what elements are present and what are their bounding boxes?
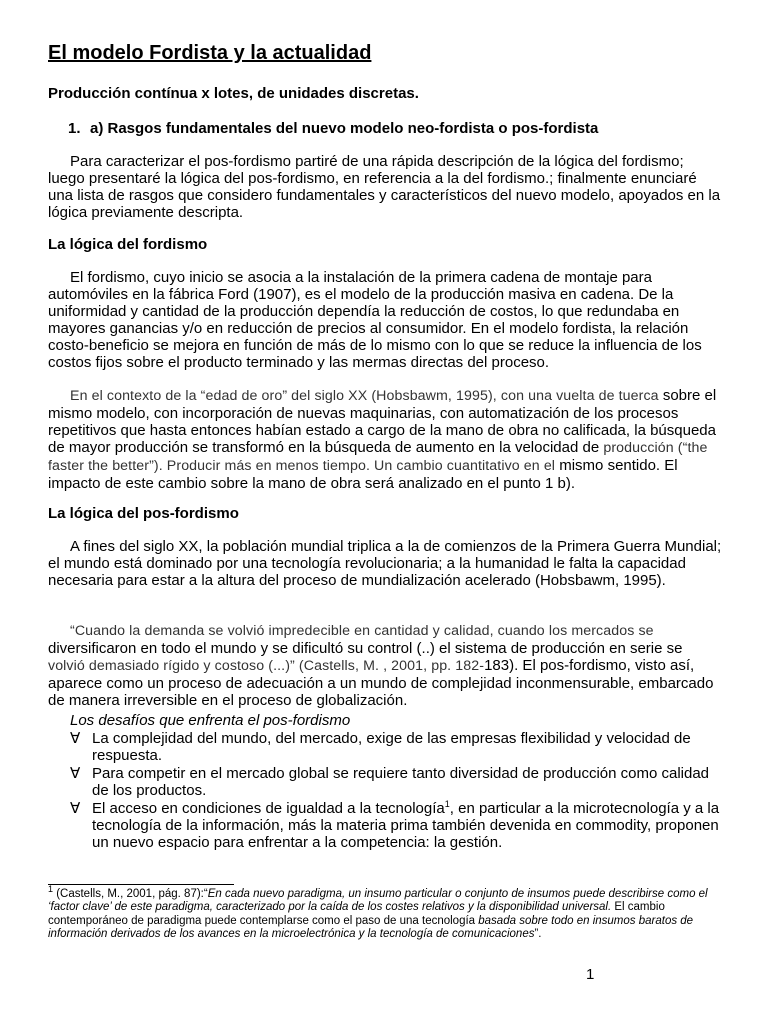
forall-bullet-icon: ∀ [70,800,81,817]
list-item-text: , en particular a la microtecnología y a la tecnología de la información, más la materia prima también devenida en commodity, proponen un nuevo espacio para enfrentar a la competencia: la gestión. [92,800,720,851]
footnote-text: ”. [534,927,542,940]
section-title: a) Rasgos fundamentales del nuevo modelo neo-fordista o pos-fordista [90,120,599,137]
heading-logica-posfordismo: La lógica del pos-fordismo [48,505,239,522]
footnote-marker: 1 [48,884,54,895]
footnote [48,884,720,941]
heading-logica-fordismo: La lógica del fordismo [48,236,208,253]
list-item-text: Para competir en el mercado global se requiere tanto diversidad de producción como calidad de los productos. [92,765,710,799]
intro-paragraph: Para caracterizar el pos-fordismo partiré de una rápida descripción de la lógica del fordismo; luego presentaré la lógica del pos-fordismo, en referencia a la del fordismo.; finalmente enunciaré una lista de rasgos que considero fundamentales y característicos del nuevo modelo, apoyados en la lógica previamente descripta. [48,153,721,221]
paragraph-fordismo: El fordismo, cuyo inicio se asocia a la instalación de la primera cadena de montaje para automóviles en la fábrica Ford (1907), es el modelo de la producción masiva en cadena. De la uniformidad y cantidad de la producción dependía la reducción de costos, lo que redundaba en mayores ganancias y/o en reducción de precios al consumidor. En el modelo fordista, la relación costo-beneficio se mejora en función de más de lo mismo con lo que se reduce la influencia de los costos fijos sobre el producto terminado y las mermas directas del proceso. [48,269,702,371]
footnote-citation: (Castells, M., 2001, pág. 87):“ [53,888,208,900]
footnote-italic-text: En cada nuevo paradigma, un insumo particular o conjunto de insumos puede describirse como el ‘factor clave’ de este paradigma, caracterizado por la caída de los costes relativos y la disponibilidad universal. [48,888,708,914]
list-item-text: La complejidad del mundo, del mercado, exige de las empresas flexibilidad y velocidad de respuesta. [92,730,691,764]
body-text: mismo sentido. El impacto de este cambio sobre la mano de obra será analizado en el punto 1 b). [48,457,678,492]
footnote-italic-text: basada sobre todo en insumos baratos de información derivados de los avances en la microelectrónica y la tecnología de comunicaciones [48,914,694,940]
footnote-reference: 1 [444,799,450,809]
quoted-text: “Cuando la demanda se volvió impredecible en cantidad y calidad, cuando los mercados se [70,623,654,639]
challenges-title: Los desafíos que enfrenta el pos-fordismo [70,712,351,729]
paragraph-posfordismo: A fines del siglo XX, la población mundial triplica a la de comienzos de la Primera Guerra Mundial; el mundo está dominado por una tecnología revolucionaria; a la humanidad le falta la capacidad necesaria para estar a la altura del proceso de mundialización acelerado (Hobsbawm, 1995). [48,538,722,589]
quoted-text: En el contexto de la “edad de oro” del siglo XX (Hobsbawm, 1995), con una vuelta de tuerca [70,388,659,404]
document-subtitle: Producción contínua x lotes, de unidades discretas. [48,85,419,102]
forall-bullet-icon: ∀ [70,730,81,747]
quoted-text: volvió demasiado rígido y costoso (...)” (Castells, M. , 2001, pp. 182- [48,658,485,674]
section-heading [68,120,598,137]
list-item [48,800,723,851]
footnote-separator [48,884,234,885]
list-item-text: El acceso en condiciones de igualdad a la tecnología [92,800,445,817]
forall-bullet-icon: ∀ [70,765,81,782]
body-text: sobre el mismo modelo, con incorporación de nuevas maquinarias, con automatización de los procesos repetitivos que hasta entonces habían estado a cargo de la mano de obra no calificada, la búsqueda de mayor producción se transformó en la búsqueda de aumento en la velocidad de [48,387,717,456]
paragraph-edad-de-oro [48,387,723,492]
list-item [48,730,723,764]
body-text: diversificaron en todo el mundo y se dificultó su control (..) el sistema de producción en serie se [48,640,683,657]
footnote-text: El cambio contemporáneo de paradigma puede contemplarse como el paso de una tecnología [48,901,665,927]
paragraph-castells-quote [48,622,723,709]
page-number: 1 [586,966,595,983]
document-title: El modelo Fordista y la actualidad [48,42,372,64]
challenges-list [48,712,723,851]
list-item [48,765,723,799]
section-number: 1. [68,120,81,137]
quoted-text: producción (“the faster the better”). Producir más en menos tiempo. Un cambio cuantitativo en el [48,440,708,474]
body-text: 183). El pos-fordismo, visto así, aparece como un proceso de adecuación a un mundo de complejidad inconmensurable, embarcado de manera irreversible en el proceso de globalización. [48,657,714,709]
